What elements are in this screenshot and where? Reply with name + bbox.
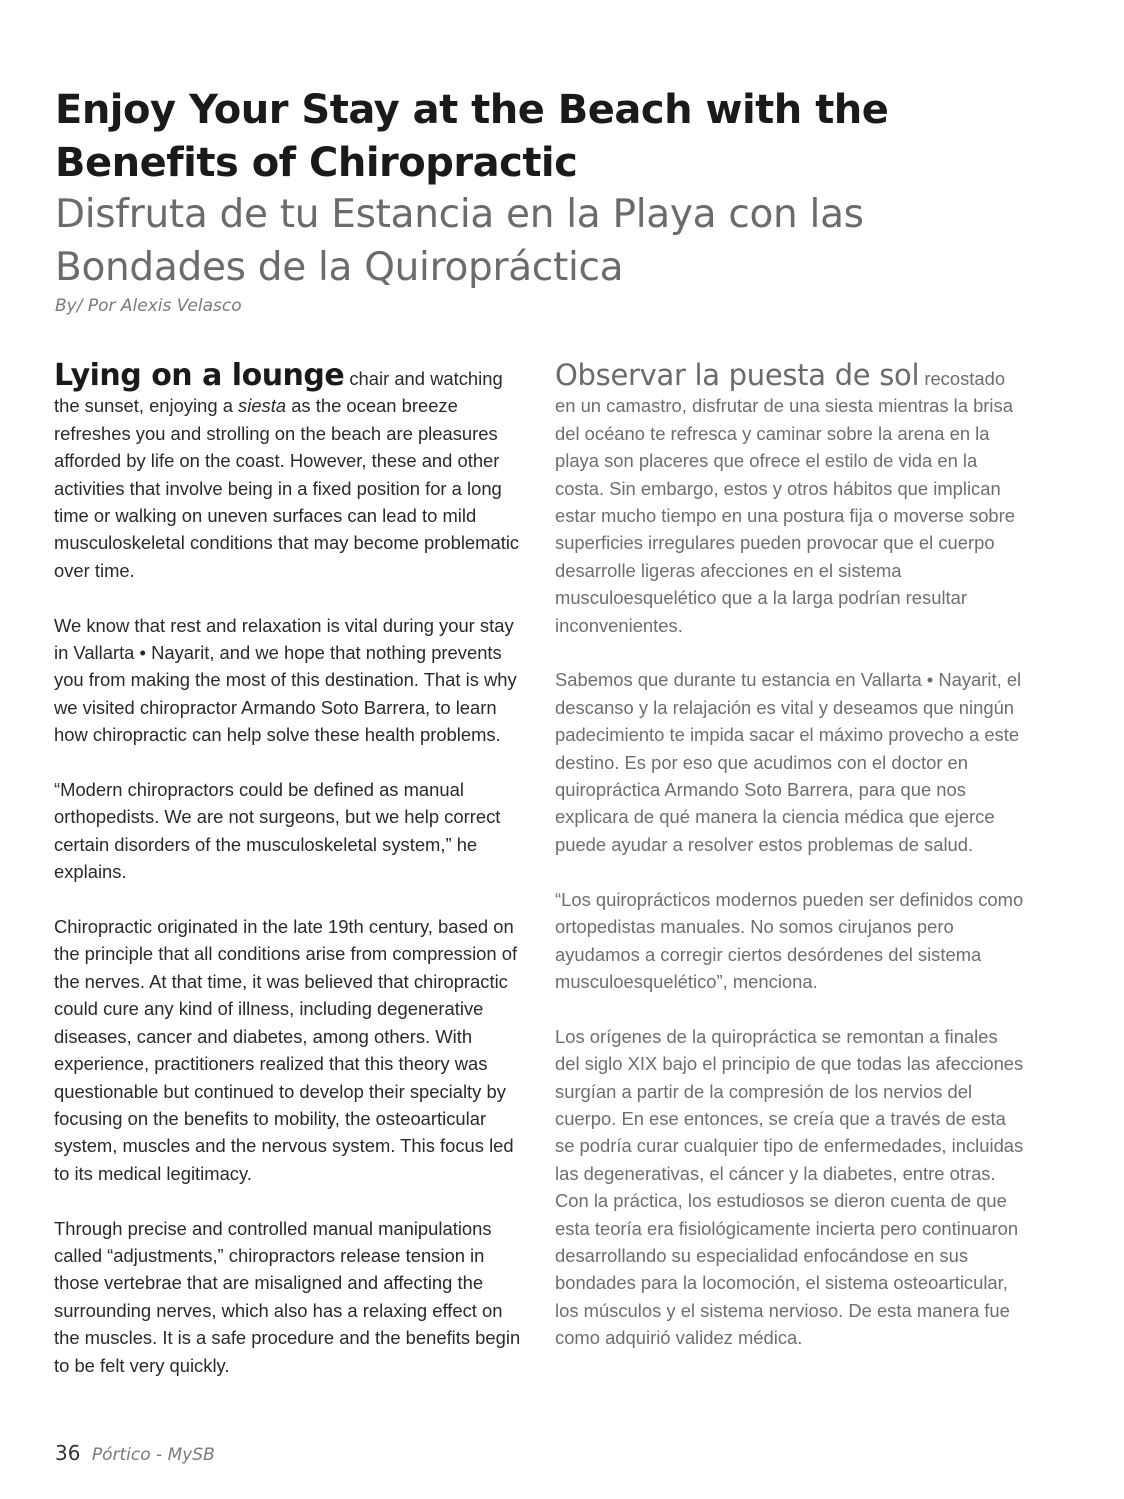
english-paragraph-5: Through precise and controlled manual manipulations called “adjustments,” chiropractors release tension in those vertebrae that are misaligned and affecting the surrounding nerves, which also has a relaxing effect on the muscles. It is a safe procedure and the benefits begin to be felt very quickly.: [54, 1217, 521, 1376]
publication-name: Pórtico - MySB: [91, 1445, 215, 1465]
spanish-paragraph-4: Los orígenes de la quiropráctica se remontan a finales del siglo XIX bajo el principio de que todas las afecciones surgían a partir de la compresión de los nervios del cuerpo. En ese entonces, se creía que a través de esta se podría curar cualquier tipo de enfermedades, incluidas las degenerativas, el cáncer y la diabetes, entre otras. Con la práctica, los estudiosos se dieron cuenta de que esta teoría era fisiológicamente incierta pero continuaron desarrollando su especialidad enfocándose en sus bondades para la locomoción, el sistema osteoarticular, los músculos y el sistema nervioso. De esta manera fue como adquirió validez médica.: [555, 1025, 1024, 1349]
english-p1-text-b: as the ocean breeze refreshes you and strolling on the beach are pleasures afforded by life on the coast. However, these and other activities that involve being in a fixed position for a long time or walking on uneven surfaces can lead to mild musculoskeletal conditions that may become problematic over time.: [54, 395, 520, 581]
english-paragraph-1: [54, 358, 526, 584]
spanish-lead-in: Observar la puesta de sol: [555, 358, 920, 392]
english-paragraph-3: “Modern chiropractors could be defined as manual orthopedists. We are not surgeons, but we help correct certain disorders of the musculoskeletal system,” he explains.: [54, 779, 501, 883]
spanish-paragraph-2: Sabemos que durante tu estancia en Vallarta • Nayarit, el descanso y la relajación es vital y deseamos que ningún padecimiento te impida sacar el máximo provecho a este destino. Es por eso que acudimos con el doctor en quiropráctica Armando Soto Barrera, para que nos explicara de qué manera la ciencia médica que ejerce puede ayudar a resolver estos problemas de salud.: [555, 669, 1022, 855]
english-p1-text-a: chair and watching the sunset, enjoying a: [54, 368, 503, 417]
spanish-p1-text: recostado en un camastro, disfrutar de una siesta mientras la brisa del océano te refresca y caminar sobre la arena en la playa son placeres que ofrece el estilo de vida en la costa. Sin embargo, estos y otros hábitos que implican estar mucho tiempo en una postura fija o moverse sobre superficies irregulares pueden provocar que el cuerpo desarrolle ligeras afecciones en el sistema musculoesquelético que a la larga podrían resultar inconvenientes.: [555, 368, 1016, 636]
page-footer: [55, 1441, 215, 1465]
english-column: [54, 358, 526, 1406]
spanish-column: [555, 358, 1027, 1379]
english-paragraph-4: Chiropractic originated in the late 19th century, based on the principle that all conditions arise from compression of the nerves. At that time, it was believed that chiropractic could cure any kind of illness, including degenerative diseases, cancer and diabetes, among others. With experience, practitioners realized that this theory was questionable but continued to develop their specialty by focusing on the benefits to mobility, the osteoarticular system, muscles and the nervous system. This focus led to its medical legitimacy.: [54, 916, 518, 1184]
english-p1-emphasis: siesta: [238, 395, 287, 417]
english-paragraph-2: We know that rest and relaxation is vital during your stay in Vallarta • Nayarit, and we hope that nothing prevents you from making the most of this destination. That is why we visited chiropractor Armando Soto Barrera, to learn how chiropractic can help solve these health problems.: [54, 614, 517, 746]
author-byline: By/ Por Alexis Velasco: [55, 296, 242, 316]
spanish-paragraph-3: “Los quiroprácticos modernos pueden ser definidos como ortopedistas manuales. No somos cirujanos pero ayudamos a corregir ciertos desórdenes del sistema musculoesquelético”, menciona.: [555, 888, 1024, 992]
spanish-paragraph-1: [555, 358, 1027, 639]
english-lead-in: Lying on a lounge: [54, 358, 345, 393]
article-title-spanish: Disfruta de tu Estancia en la Playa con las Bondades de la Quiropráctica: [55, 192, 864, 290]
article-title-english: Enjoy Your Stay at the Beach with the Benefits of Chiropractic: [55, 87, 889, 186]
page-number: 36: [55, 1441, 81, 1465]
